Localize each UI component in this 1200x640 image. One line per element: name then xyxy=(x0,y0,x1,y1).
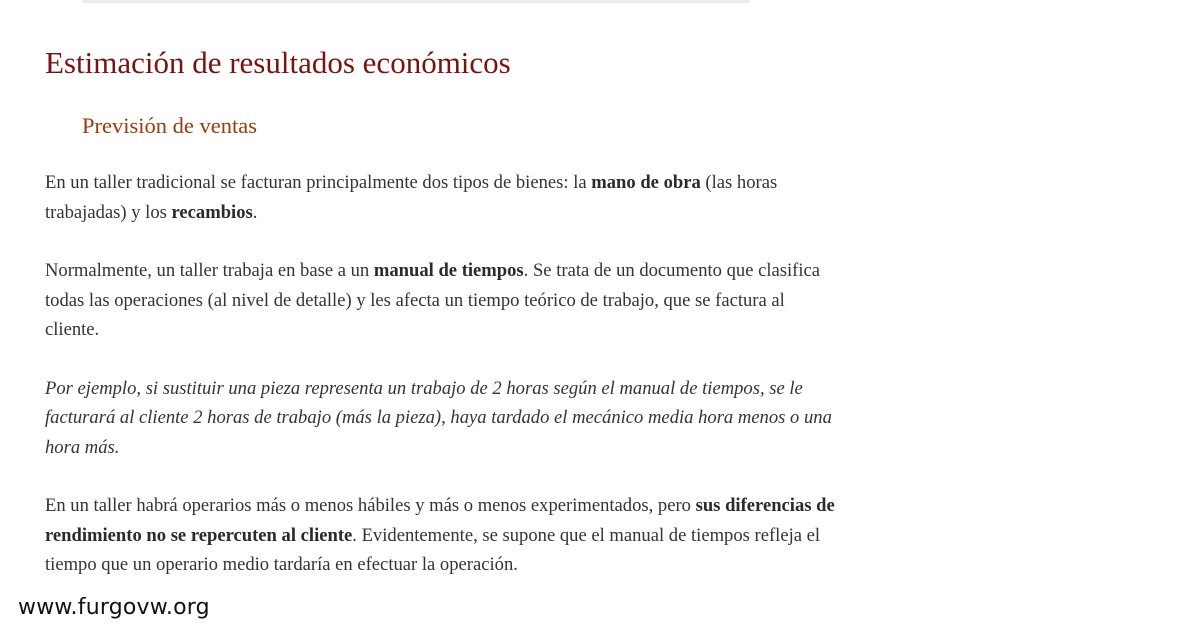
paragraph-billing-types xyxy=(45,168,835,227)
page-title: Estimación de resultados económicos xyxy=(45,45,511,80)
bold-term-manual-de-tiempos: manual de tiempos xyxy=(373,260,524,281)
paragraph-text: En un taller habrá operarios más o menos hábiles y más o menos experimentados, pero xyxy=(45,495,696,516)
paragraph-example: Por ejemplo, si sustituir una pieza representa un trabajo de 2 horas según el manual de tiempos, se le facturará al cliente 2 horas de trabajo (más la pieza), haya tardado el mecánico media hora menos o una hora más. xyxy=(45,377,832,458)
paragraph-text: (las horas trabajadas) y los xyxy=(45,172,778,223)
paragraph-text: Normalmente, un taller trabaja en base a un xyxy=(45,260,374,281)
paragraph-text: . Se trata de un documento que clasifica todas las operaciones (al nivel de detalle) y les afecta un tiempo teórico de trabajo, que se factura al cliente. xyxy=(45,260,821,340)
top-divider xyxy=(82,0,750,3)
paragraph-time-manual xyxy=(45,256,835,345)
site-watermark: www.furgovw.org xyxy=(18,595,210,620)
paragraph-operator-skill xyxy=(45,491,835,580)
paragraph-text: En un taller tradicional se facturan principalmente dos tipos de bienes: la xyxy=(45,172,592,193)
bold-term-recambios: recambios xyxy=(171,201,253,223)
paragraph-text: . xyxy=(252,201,258,223)
paragraph-text: . Evidentemente, se supone que el manual de tiempos refleja el tiempo que un operario medio tardaría en efectuar la operación. xyxy=(45,524,821,575)
section-title: Previsión de ventas xyxy=(82,113,257,138)
article-body xyxy=(45,168,835,609)
bold-phrase-rendimiento: sus diferencias de rendimiento no se repercuten al cliente xyxy=(45,495,835,546)
bold-term-mano-de-obra: mano de obra xyxy=(591,172,701,193)
